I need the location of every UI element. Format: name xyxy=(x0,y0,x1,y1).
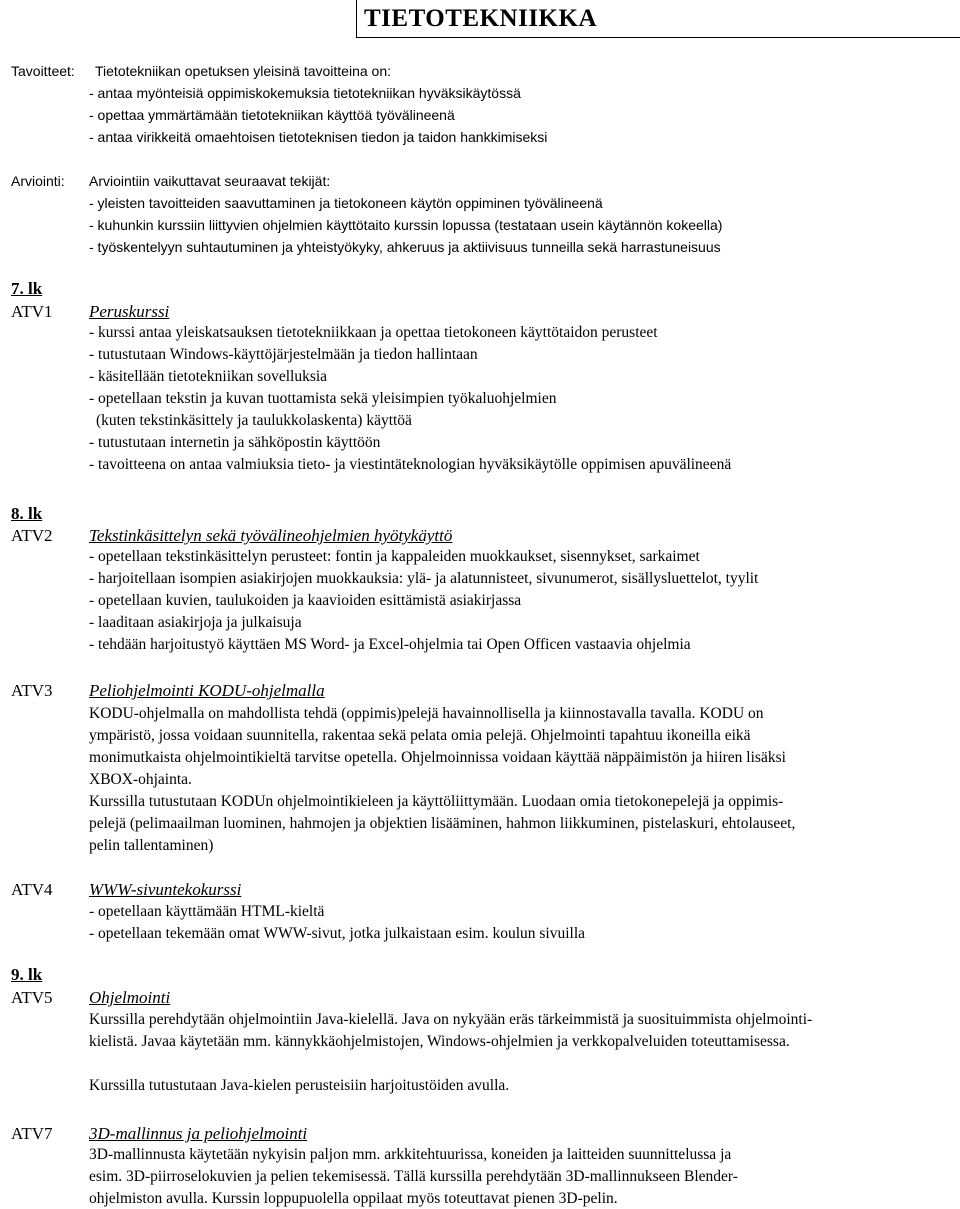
course-title: 3D-mallinnus ja peliohjelmointi xyxy=(89,1124,308,1143)
goals-item: - antaa virikkeitä omaehtoisen tietoteknisen tiedon ja taidon hankkimiseksi xyxy=(89,129,548,145)
course-line: - tutustutaan internetin ja sähköpostin käyttöön xyxy=(89,434,381,451)
course-line: - tehdään harjoitustyö käyttäen MS Word- ja Excel-ohjelmia tai Open Officen vastaavia ohjelmia xyxy=(89,636,691,653)
course-line: pelejä (pelimaailman luominen, hahmojen ja objektien lisääminen, hahmon liikkuminen, pistelaskuri, ehtolauseet, xyxy=(89,815,796,832)
assessment-item: - yleisten tavoitteiden saavuttaminen ja tietokoneen käytön oppiminen työvälineenä xyxy=(89,195,603,211)
course-line: - opetellaan tekstin ja kuvan tuottamista sekä yleisimpien työkaluohjelmien xyxy=(89,390,557,407)
course-title: Tekstinkäsittelyn sekä työvälineohjelmien hyötykäyttö xyxy=(89,526,453,545)
course-line: - tavoitteena on antaa valmiuksia tieto- ja viestintäteknologian hyväksikäytölle oppimisen apuvälineenä xyxy=(89,456,732,473)
goals-intro: Tietotekniikan opetuksen yleisinä tavoitteina on: xyxy=(95,63,391,79)
course-line: - opetellaan tekemään omat WWW-sivut, jotka julkaistaan esim. koulun sivuilla xyxy=(89,925,586,942)
goals-item: - antaa myönteisiä oppimiskokemuksia tietotekniikan hyväksikäytössä xyxy=(89,85,521,101)
course-code: ATV2 xyxy=(11,526,53,545)
course-code: ATV5 xyxy=(11,988,53,1007)
grade-8-heading: 8. lk xyxy=(11,504,43,523)
course-line: - opetellaan tekstinkäsittelyn perusteet: fontin ja kappaleiden muokkaukset, sisennykset, sarkaimet xyxy=(89,548,700,565)
grade-7-heading: 7. lk xyxy=(11,279,43,298)
course-title: Peliohjelmointi KODU-ohjelmalla xyxy=(89,681,325,700)
course-line: esim. 3D-piirroselokuvien ja pelien tekemisessä. Tällä kurssilla perehdytään 3D-mallinnukseen Blender- xyxy=(89,1168,738,1185)
assessment-item: - työskentelyyn suhtautuminen ja yhteistyökyky, ahkeruus ja aktiivisuus tunneilla sekä harrastuneisuus xyxy=(89,239,721,255)
course-line: - tutustutaan Windows-käyttöjärjestelmään ja tiedon hallintaan xyxy=(89,346,478,363)
course-line: (kuten tekstinkäsittely ja taulukkolaskenta) käyttöä xyxy=(96,412,412,429)
course-line: KODU-ohjelmalla on mahdollista tehdä (oppimis)pelejä havainnollisella ja kiinnostavalla tavalla. KODU on xyxy=(89,705,764,722)
course-line: pelin tallentaminen) xyxy=(89,837,214,854)
course-title: Ohjelmointi xyxy=(89,988,171,1007)
course-line: - laaditaan asiakirjoja ja julkaisuja xyxy=(89,614,302,631)
course-line: ympäristö, jossa voidaan suunnitella, rakentaa sekä pelata omia pelejä. Ohjelmointi tapahtuu ikoneilla eikä xyxy=(89,727,751,744)
course-line: kielistä. Javaa käytetään mm. kännykkäohjelmistojen, Windows-ohjelmien ja verkkopalveluiden toteuttamisessa. xyxy=(89,1033,790,1050)
course-line: ohjelmiston avulla. Kurssin loppupuolella oppilaat myös toteuttavat pienen 3D-pelin. xyxy=(89,1190,618,1207)
course-code: ATV3 xyxy=(11,681,53,700)
assessment-item: - kuhunkin kurssiin liittyvien ohjelmien käyttötaito kurssin lopussa (testataan usein käytännön kokeella) xyxy=(89,217,723,233)
course-line: - käsitellään tietotekniikan sovelluksia xyxy=(89,368,328,385)
course-title: Peruskurssi xyxy=(89,302,170,321)
course-line: 3D-mallinnusta käytetään nykyisin paljon mm. arkkitehtuurissa, koneiden ja laitteiden suunnittelussa ja xyxy=(89,1146,732,1163)
goals-item: - opettaa ymmärtämään tietotekniikan käyttöä työvälineenä xyxy=(89,107,455,123)
course-line: - kurssi antaa yleiskatsauksen tietotekniikkaan ja opettaa tietokoneen käyttötaidon perusteet xyxy=(89,324,658,341)
course-line: monimutkaista ohjelmointikieltä tarvitse opetella. Ohjelmoinnissa voidaan käyttää näppäimistön ja hiiren lisäksi xyxy=(89,749,786,766)
course-code: ATV4 xyxy=(11,880,53,899)
course-line: - opetellaan kuvien, taulukoiden ja kaavioiden esittämistä asiakirjassa xyxy=(89,592,522,609)
assessment-intro: Arviointiin vaikuttavat seuraavat tekijät: xyxy=(89,173,331,189)
course-code: ATV7 xyxy=(11,1124,53,1143)
page-title: TIETOTEKNIIKKA xyxy=(364,5,598,32)
course-line: - opetellaan käyttämään HTML-kieltä xyxy=(89,903,325,920)
grade-9-heading: 9. lk xyxy=(11,965,43,984)
course-line: - harjoitellaan isompien asiakirjojen muokkauksia: ylä- ja alatunnisteet, sivunumerot, sisällysluettelot, tyylit xyxy=(89,570,759,587)
course-title: WWW-sivuntekokurssi xyxy=(89,880,242,899)
goals-label: Tavoitteet: xyxy=(11,63,75,79)
course-line: XBOX-ohjainta. xyxy=(89,771,192,788)
course-code: ATV1 xyxy=(11,302,53,321)
course-line: Kurssilla tutustutaan KODUn ohjelmointikieleen ja käyttöliittymään. Luodaan omia tietokonepelejä ja oppimis- xyxy=(89,793,784,810)
assessment-label: Arviointi: xyxy=(11,173,65,189)
course-line: Kurssilla tutustutaan Java-kielen perusteisiin harjoitustöiden avulla. xyxy=(89,1077,510,1094)
course-line: Kurssilla perehdytään ohjelmointiin Java-kielellä. Java on nykyään eräs tärkeimmistä ja suosituimmista ohjelmointi- xyxy=(89,1011,813,1028)
